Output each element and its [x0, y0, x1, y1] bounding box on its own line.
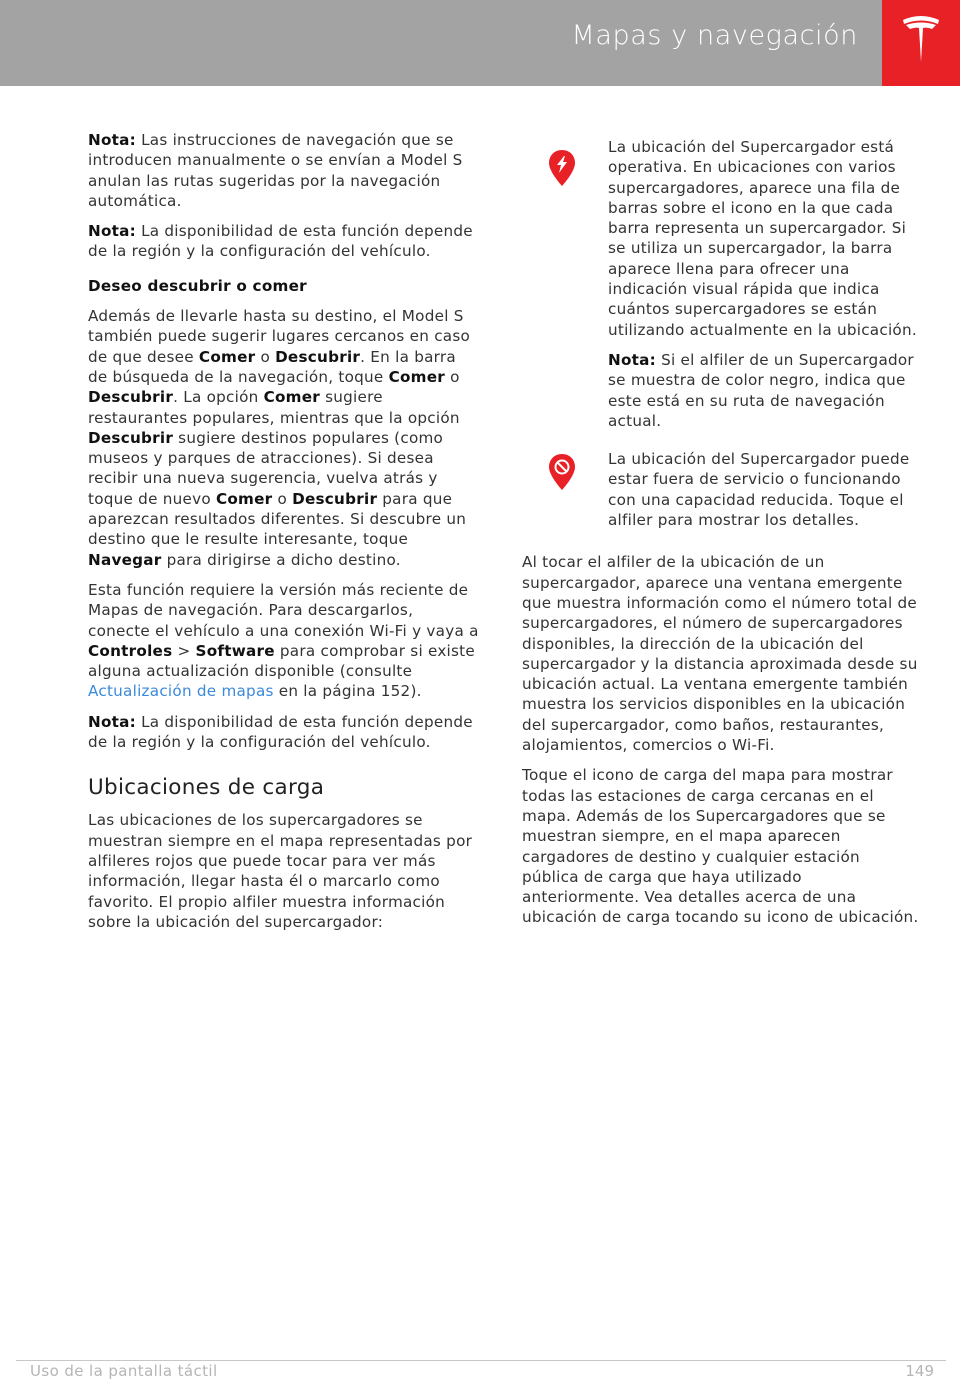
- note-text: La disponibilidad de esta función depende de la región y la configuración del vehículo.: [88, 712, 473, 752]
- pin-description-row: [522, 449, 920, 530]
- note-label: Nota:: [88, 131, 136, 149]
- body-paragraph: Las ubicaciones de los supercargadores se muestran siempre en el mapa representadas por alfileres rojos que puede tocar para ver más información, llegar hasta él o marcarlo como favorito. El propio alfiler muestra información sobre la ubicación del supercargador:: [88, 811, 473, 931]
- pin-description: La ubicación del Supercargador está operativa. En ubicaciones con varios supercargadores, aparece una fila de barras sobre el icono en la que cada barra representa un supercargador. Si se utiliza un supercargador, la barra aparece llena para ofrecer una indicación visual rápida que indica cuántos supercargadores se están utilizando actualmente en la ubicación.: [608, 138, 917, 339]
- supercharger-out-of-service-pin-icon: [548, 453, 576, 491]
- note-label: Nota:: [88, 222, 136, 241]
- note-paragraph: [88, 130, 480, 211]
- section-heading: Ubicaciones de carga: [88, 775, 325, 801]
- bold-term: Descubrir: [275, 347, 361, 366]
- right-column: [522, 137, 920, 938]
- note-label: Nota:: [608, 350, 656, 369]
- bold-term: Descubrir: [292, 489, 378, 508]
- body-paragraph: [88, 580, 480, 702]
- text: Además de llevarle hasta su destino, el Model S también puede sugerir lugares cercanos en caso de que desee: [88, 307, 471, 366]
- note-text: Si el alfiler de un Supercargador se muestra de color negro, indica que este está en su ruta de navegación actual.: [608, 350, 914, 430]
- tesla-logo-icon: [901, 14, 941, 64]
- text: o: [445, 367, 460, 386]
- subheading: Deseo descubrir o comer: [88, 276, 307, 295]
- bold-term: Controles: [88, 641, 173, 660]
- text: en la página 152).: [273, 682, 422, 701]
- text: . La opción: [173, 388, 264, 407]
- footer-divider: [16, 1360, 946, 1361]
- bold-term: Comer: [263, 388, 321, 407]
- body-paragraph: Toque el icono de carga del mapa para mostrar todas las estaciones de carga cercanas en el mapa. Además de los Supercargadores que se muestran siempre, en el mapa aparecen cargadores de destino y cualquier estación pública de carga que haya utilizado anteriormente. Vea detalles acerca de una ubicación de carga tocando su icono de ubicación.: [522, 766, 919, 927]
- bold-term: Comer: [388, 367, 446, 386]
- body-paragraph: [88, 306, 480, 570]
- pin-description: La ubicación del Supercargador puede estar fuera de servicio o funcionando con una capacidad reducida. Toque el alfiler para mostrar los detalles.: [608, 450, 910, 530]
- note-paragraph: [88, 221, 480, 262]
- text: >: [172, 641, 196, 660]
- bold-term: Descubrir: [88, 428, 174, 447]
- note-text: La disponibilidad de esta función depende de la región y la configuración del vehículo.: [88, 222, 473, 261]
- text: . En la barra de búsqueda de la navegación, toque: [88, 347, 456, 386]
- page-number: 149: [905, 1362, 934, 1380]
- footer-section: Uso de la pantalla táctil: [30, 1362, 218, 1380]
- note-paragraph: [608, 350, 920, 431]
- note-text: Las instrucciones de navegación que se introducen manualmente o se envían a Model S anulan las rutas sugeridas por la navegación automática.: [88, 131, 463, 210]
- bold-term: Software: [195, 641, 275, 660]
- text: para dirigirse a dicho destino.: [161, 550, 401, 569]
- right-text: [522, 552, 920, 927]
- brand-logo-box: [882, 0, 960, 86]
- text: para que aparezcan resultados diferentes. Si descubre un destino que le resulte interesante, toque: [88, 489, 467, 549]
- bold-term: Comer: [198, 347, 256, 366]
- text: sugiere restaurantes populares, mientras que la opción: [88, 388, 460, 427]
- text: o: [272, 489, 293, 508]
- page-title: Mapas y navegación: [571, 20, 858, 51]
- note-paragraph: [88, 712, 480, 753]
- bold-term: Descubrir: [88, 388, 174, 407]
- pin-description-row: [522, 137, 920, 431]
- bold-term: Navegar: [88, 550, 162, 569]
- text: para comprobar si existe alguna actualización disponible (consulte: [88, 641, 475, 681]
- body-paragraph: Al tocar el alfiler de la ubicación de un supercargador, aparece una ventana emergente que muestra información como el número total de supercargadores, el número de supercargadores disponibles, la dirección de la ubicación del supercargador y la distancia aproximada desde su ubicación actual. La ventana emergente también muestra los servicios disponibles en la ubicación del supercargador, como baños, restaurantes, alojamientos, comercios o Wi-Fi.: [522, 553, 918, 755]
- text: o: [255, 347, 276, 366]
- maps-update-link[interactable]: Actualización de mapas: [88, 682, 274, 701]
- supercharger-pin-icon: [548, 149, 576, 187]
- text: Esta función requiere la versión más reciente de Mapas de navegación. Para descargarlos, conecte el vehículo a una conexión Wi-Fi y vaya a: [88, 580, 479, 640]
- bold-term: Comer: [215, 489, 273, 508]
- text: sugiere destinos populares (como museos y parques de atracciones). Si desea recibir una nueva sugerencia, vuelva atrás y toque de nuevo: [88, 428, 444, 508]
- note-label: Nota:: [88, 712, 136, 731]
- page-header: [0, 0, 960, 86]
- left-column: [88, 130, 480, 942]
